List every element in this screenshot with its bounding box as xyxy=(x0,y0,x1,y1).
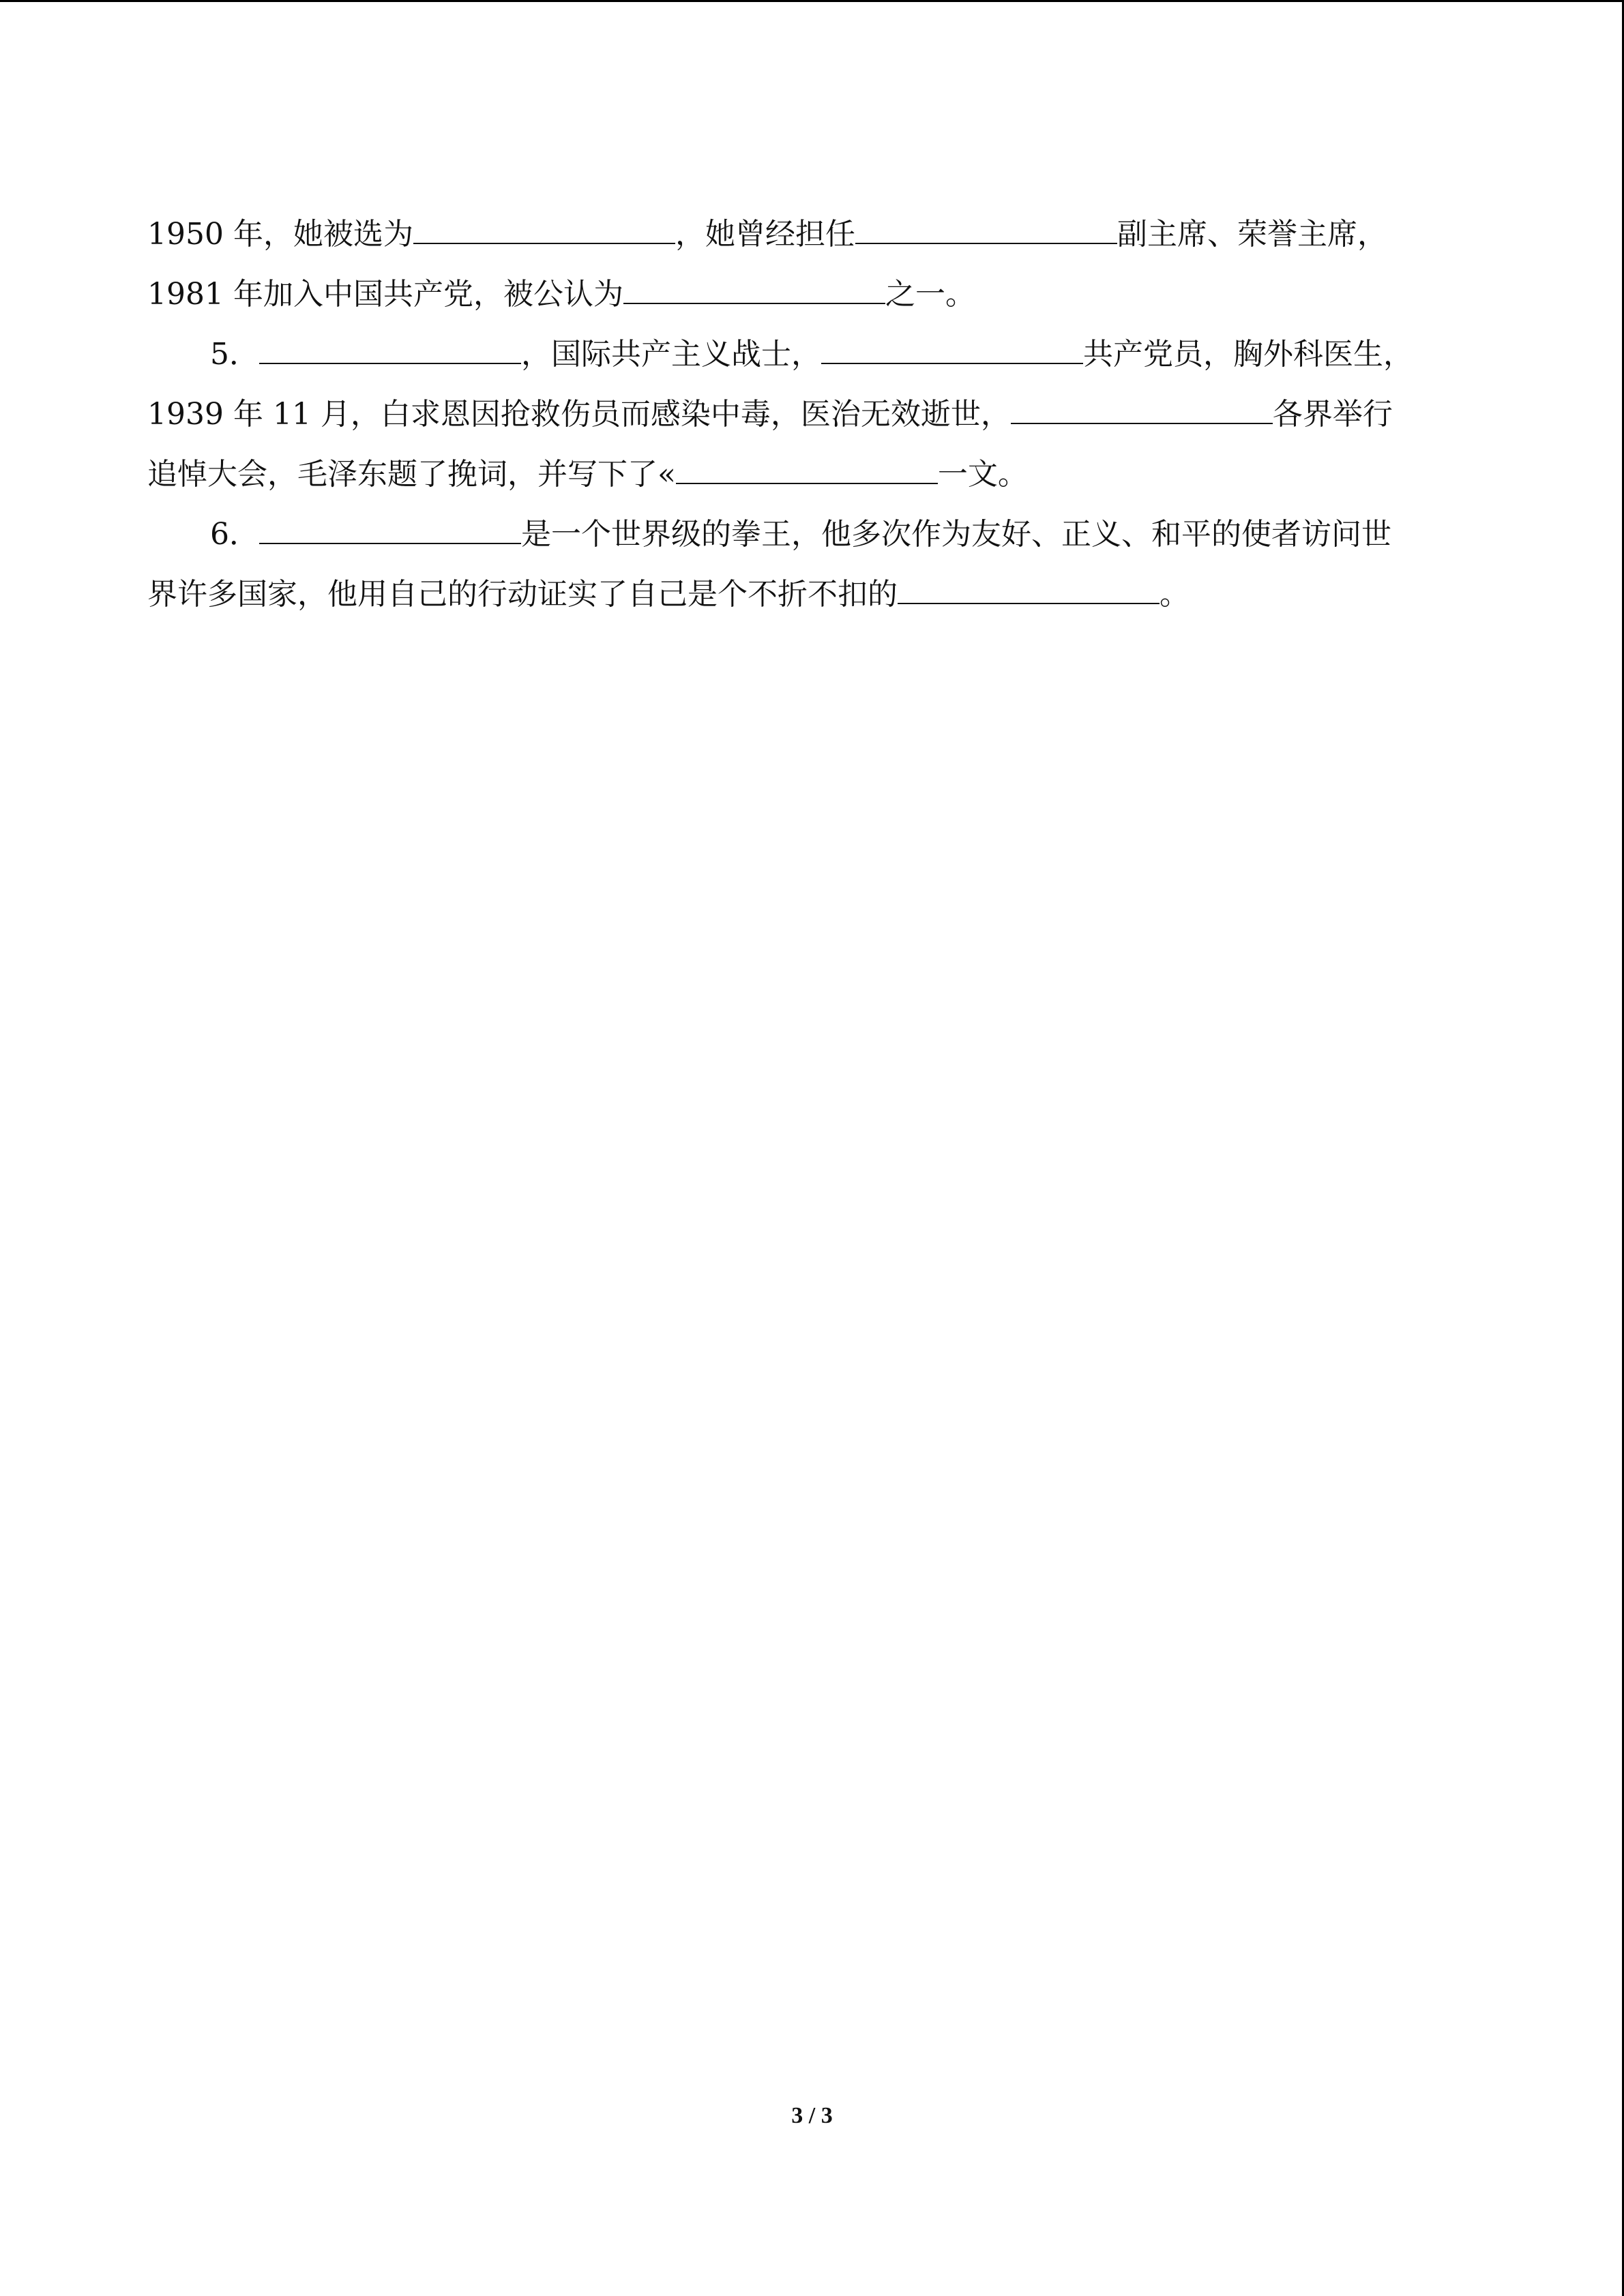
text-segment: 1950 年，她被选为 xyxy=(147,217,413,252)
question-6-line-1 xyxy=(147,505,1484,565)
text-segment: 共产党员，胸外科医生， xyxy=(1083,337,1413,372)
text-segment: 是一个世界级的拳王，他多次作为友好、正义、和平的使者访问世 xyxy=(521,517,1391,552)
fill-in-blank[interactable] xyxy=(855,207,1117,244)
page-border-top xyxy=(0,0,1624,2)
fill-in-blank[interactable] xyxy=(676,447,938,484)
fill-in-blank[interactable] xyxy=(259,327,521,364)
text-segment: ，国际共产主义战士， xyxy=(521,337,821,372)
question-6-line-2 xyxy=(147,565,1484,625)
text-line-2 xyxy=(147,265,1484,325)
fill-in-blank[interactable] xyxy=(413,207,675,244)
question-5-line-2 xyxy=(147,385,1484,445)
text-segment: ，她曾经担任 xyxy=(675,217,855,252)
page-number: 3 / 3 xyxy=(791,2103,833,2128)
text-segment: 一文。 xyxy=(937,457,1028,492)
fill-in-blank[interactable] xyxy=(1011,387,1273,424)
text-segment: 追悼大会，毛泽东题了挽词，并写下了« xyxy=(147,457,676,492)
text-segment: 1939 年 11 月，白求恩因抢救伤员而感染中毒，医治无效逝世， xyxy=(147,397,1011,432)
question-5-line-3 xyxy=(147,445,1484,505)
fill-in-blank[interactable] xyxy=(623,267,885,304)
document-body xyxy=(147,205,1484,625)
question-number: 5． xyxy=(210,337,259,372)
fill-in-blank[interactable] xyxy=(898,567,1160,604)
text-segment: 。 xyxy=(1160,577,1190,612)
fill-in-blank[interactable] xyxy=(259,507,521,544)
text-segment: 各界举行 xyxy=(1272,397,1393,432)
text-segment: 1981 年加入中国共产党，被公认为 xyxy=(147,277,623,312)
text-segment: 界许多国家，他用自己的行动证实了自己是个不折不扣的 xyxy=(147,577,898,612)
fill-in-blank[interactable] xyxy=(821,327,1083,364)
question-number: 6． xyxy=(210,517,259,552)
text-segment: 之一。 xyxy=(885,277,975,312)
text-line-1 xyxy=(147,205,1484,265)
question-5-line-1 xyxy=(147,325,1484,385)
text-segment: 副主席、荣誉主席， xyxy=(1117,217,1387,252)
